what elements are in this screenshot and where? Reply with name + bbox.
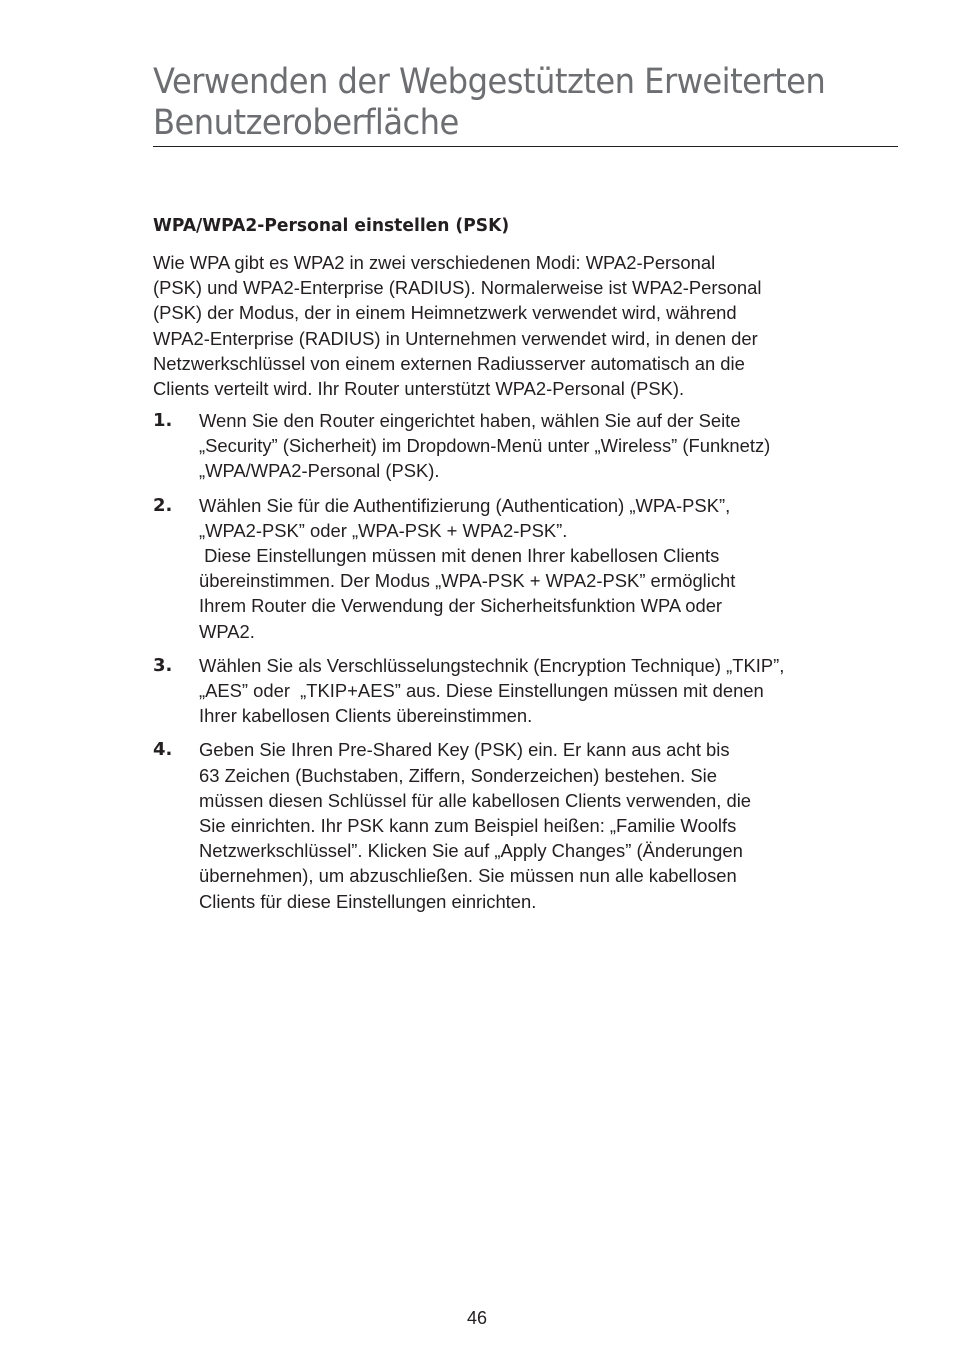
step-number: 3. bbox=[153, 654, 173, 676]
intro-line: Clients verteilt wird. Ihr Router unterstützt WPA2-Personal (PSK). bbox=[153, 378, 685, 400]
step-line: 63 Zeichen (Buchstaben, Ziffern, Sonderzeichen) bestehen. Sie bbox=[199, 764, 717, 786]
step-item bbox=[153, 653, 865, 729]
step-line: Clients für diese Einstellungen einrichten. bbox=[199, 890, 537, 912]
step-line: übernehmen), um abzuschließen. Sie müssen nun alle kabellosen bbox=[199, 865, 737, 887]
step-line: „AES” oder „TKIP+AES” aus. Diese Einstellungen müssen mit denen bbox=[199, 680, 764, 702]
step-item bbox=[153, 408, 865, 484]
step-line: Geben Sie Ihren Pre-Shared Key (PSK) ein. Er kann aus acht bis bbox=[199, 739, 730, 761]
step-line: übereinstimmen. Der Modus „WPA-PSK + WPA2-PSK” ermöglicht bbox=[199, 570, 736, 592]
step-line: Diese Einstellungen müssen mit denen Ihrer kabellosen Clients bbox=[199, 545, 720, 567]
step-line: WPA2. bbox=[199, 620, 255, 642]
step-line: „Security” (Sicherheit) im Dropdown-Menü unter „Wireless” (Funknetz) bbox=[199, 435, 771, 457]
step-line: „WPA/WPA2-Personal (PSK). bbox=[199, 460, 440, 482]
chapter-title-line: Benutzeroberfläche bbox=[153, 103, 459, 143]
step-line: Wenn Sie den Router eingerichtet haben, wählen Sie auf der Seite bbox=[199, 410, 741, 431]
intro-line: WPA2-Enterprise (RADIUS) in Unternehmen verwendet wird, in denen der bbox=[153, 327, 758, 349]
step-item bbox=[153, 493, 865, 644]
title-divider bbox=[153, 146, 898, 147]
step-line: Sie einrichten. Ihr PSK kann zum Beispiel heißen: „Familie Woolfs bbox=[199, 815, 737, 837]
intro-line: Netzwerkschlüssel von einem externen Radiusserver automatisch an die bbox=[153, 352, 745, 374]
step-line: müssen diesen Schlüssel für alle kabellosen Clients verwenden, die bbox=[199, 789, 752, 811]
step-item bbox=[153, 737, 865, 913]
step-line: Ihrer kabellosen Clients übereinstimmen. bbox=[199, 705, 533, 727]
step-line: Netzwerkschlüssel”. Klicken Sie auf „Apply Changes” (Änderungen bbox=[199, 840, 743, 862]
step-line: Ihrem Router die Verwendung der Sicherheitsfunktion WPA oder bbox=[199, 595, 723, 617]
step-number: 2. bbox=[153, 494, 173, 516]
chapter-title-line: Verwenden der Webgestützten Erweiterten bbox=[153, 62, 826, 102]
steps-list bbox=[153, 408, 865, 923]
intro-paragraph bbox=[153, 250, 863, 401]
step-number: 1. bbox=[153, 410, 173, 431]
intro-line: (PSK) der Modus, der in einem Heimnetzwerk verwendet wird, während bbox=[153, 302, 737, 324]
step-number: 4. bbox=[153, 739, 173, 761]
intro-line: Wie WPA gibt es WPA2 in zwei verschiedenen Modi: WPA2-Personal bbox=[153, 252, 716, 273]
page-number: 46 bbox=[466, 1308, 488, 1328]
step-line: „WPA2-PSK” oder „WPA-PSK + WPA2-PSK”. bbox=[199, 519, 568, 541]
step-line: Wählen Sie für die Authentifizierung (Authentication) „WPA-PSK”, bbox=[199, 494, 731, 516]
step-line: Wählen Sie als Verschlüsselungstechnik (Encryption Technique) „TKIP”, bbox=[199, 654, 785, 676]
section-heading: WPA/WPA2-Personal einstellen (PSK) bbox=[153, 215, 510, 236]
intro-line: (PSK) und WPA2-Enterprise (RADIUS). Normalerweise ist WPA2-Personal bbox=[153, 277, 762, 299]
chapter-title bbox=[153, 62, 838, 144]
